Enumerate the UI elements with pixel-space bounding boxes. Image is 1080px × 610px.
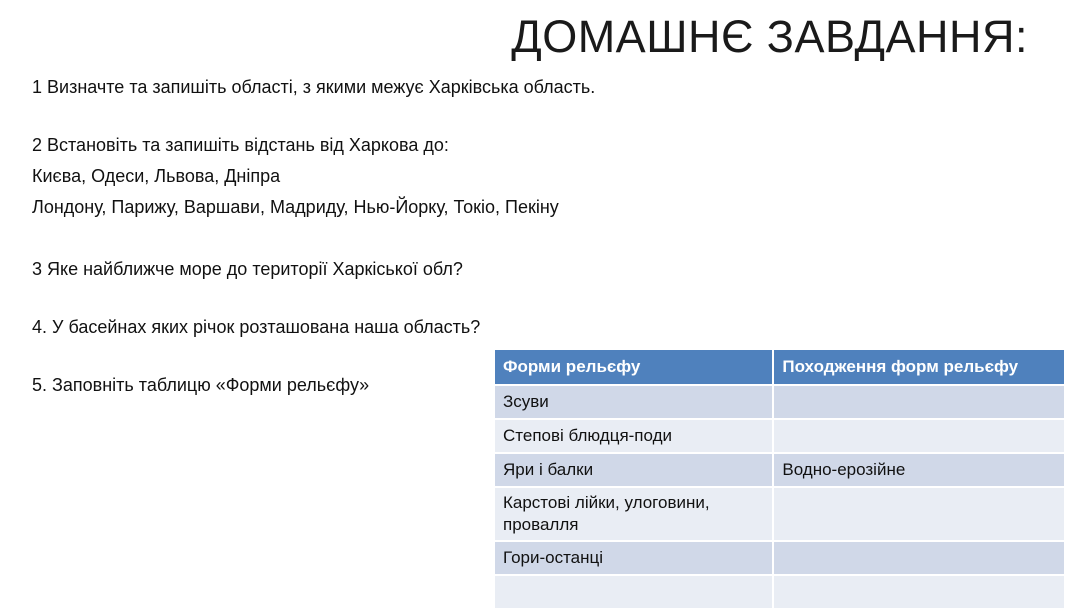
- table-cell-form: [495, 575, 773, 609]
- task-4-line-1: 4. У басейнах яких річок розташована наша область?: [32, 317, 481, 337]
- task-2: [32, 130, 559, 223]
- task-2-line-3: Лондону, Парижу, Варшави, Мадриду, Нью-Йорку, Токіо, Пекіну: [32, 197, 559, 217]
- table-header-row: [495, 350, 1064, 385]
- table-cell-origin: [773, 419, 1064, 453]
- table-cell-origin: [773, 575, 1064, 609]
- table-header-origin: Походження форм рельєфу: [773, 350, 1064, 385]
- table-cell-origin: Водно-ерозійне: [773, 453, 1064, 487]
- table-row: [495, 419, 1064, 453]
- table-row: [495, 541, 1064, 575]
- task-1-line-1: 1 Визначте та запишіть області, з якими межує Харківська область.: [32, 77, 596, 97]
- task-1: [32, 72, 595, 103]
- table-row: [495, 385, 1064, 419]
- table-header-relief-forms: Форми рельєфу: [495, 350, 773, 385]
- table-cell-form: Яри і балки: [495, 453, 773, 487]
- table-cell-form: Зсуви: [495, 385, 773, 419]
- table-cell-origin: [773, 385, 1064, 419]
- task-4: [32, 312, 480, 343]
- task-3-line-1: 3 Яке найближче море до території Харкіської обл?: [32, 259, 463, 279]
- table-cell-origin: [773, 487, 1064, 541]
- table-cell-form: Гори-останці: [495, 541, 773, 575]
- table-row: [495, 453, 1064, 487]
- task-2-line-2: Києва, Одеси, Львова, Дніпра: [32, 166, 281, 186]
- task-2-line-1: 2 Встановіть та запишіть відстань від Харкова до:: [32, 135, 449, 155]
- slide-title: ДОМАШНЄ ЗАВДАННЯ:: [511, 11, 1028, 62]
- task-5: [32, 370, 369, 401]
- table-row: [495, 487, 1064, 541]
- task-5-line-1: 5. Заповніть таблицю «Форми рельєфу»: [32, 375, 370, 395]
- table-cell-origin: [773, 541, 1064, 575]
- task-3: [32, 254, 463, 285]
- table-cell-form: Степові блюдця-поди: [495, 419, 773, 453]
- table-row: [495, 575, 1064, 609]
- table-cell-form: Карстові лійки, улоговини, провалля: [495, 487, 773, 541]
- relief-forms-table: [495, 350, 1064, 610]
